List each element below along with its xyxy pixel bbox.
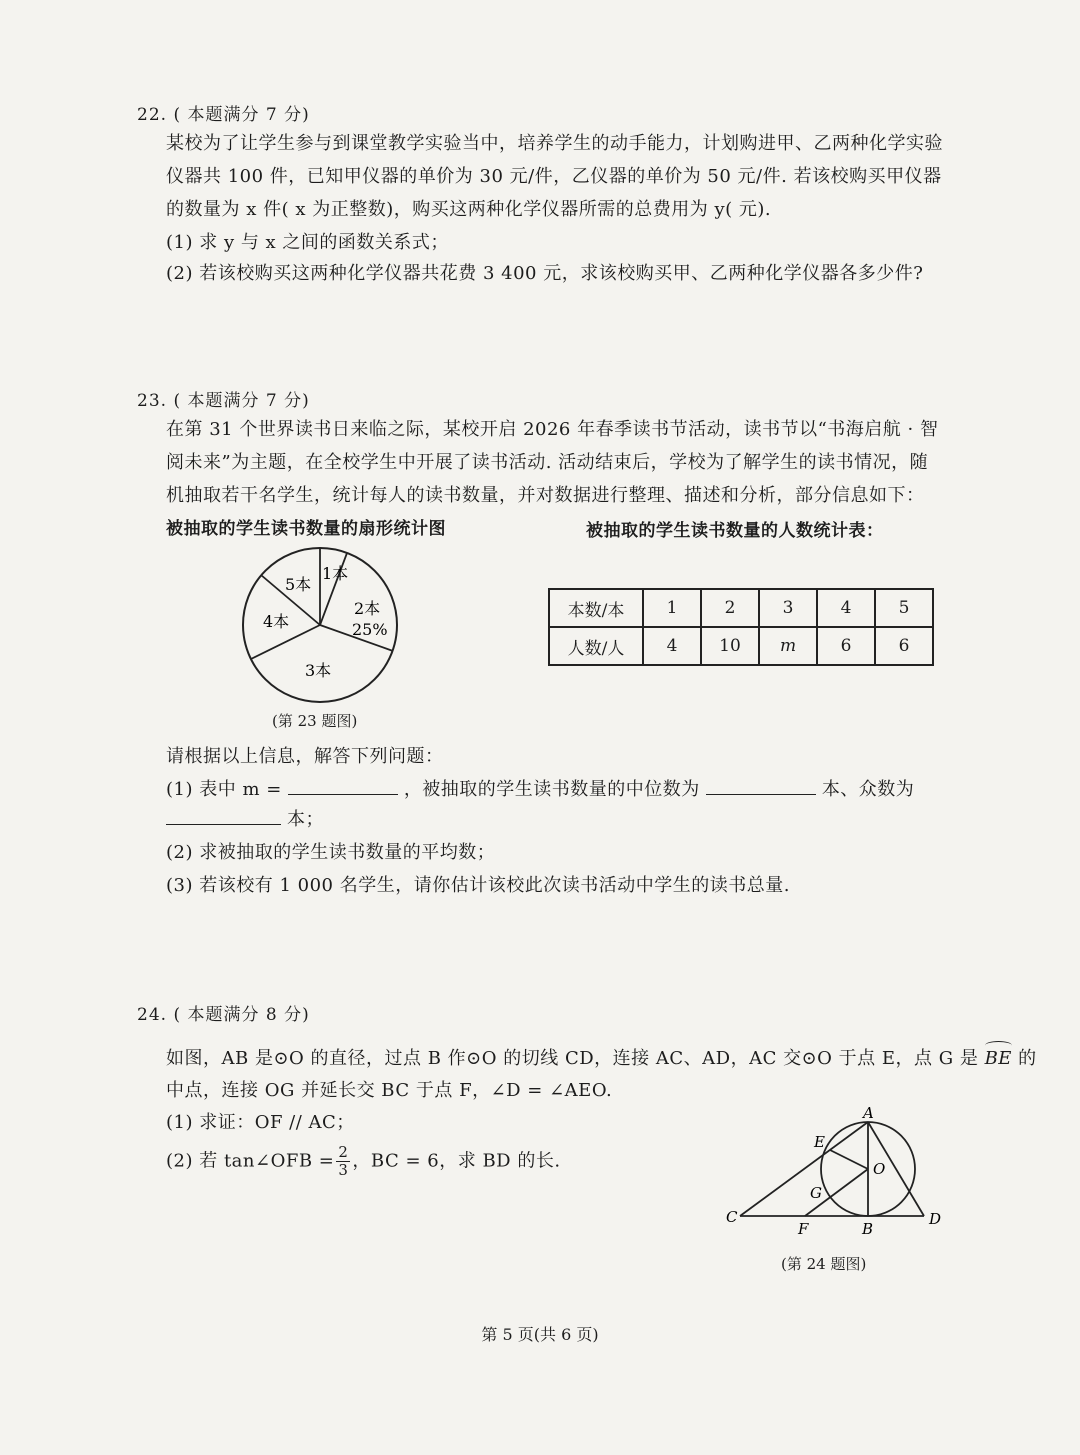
table-cell: 4 [643,627,701,665]
table-cell: 4 [817,589,875,627]
q24-part2-b: ，BC = 6，求 BD 的长. [352,1150,561,1172]
page-footer: 第 5 页(共 6 页) [481,1325,599,1344]
segment-eo [830,1150,868,1169]
q24-stem-line1-text: 如图，AB 是⊙O 的直径，过点 B 作⊙O 的切线 CD，连接 AC、AD，AC 交⊙O 于点 E，点 G 是 [166,1048,979,1069]
arc-label: BE [984,1048,1012,1069]
table-cell: m [759,627,817,665]
q23-part1-b: ，被抽取的学生读书数量的中位数为 [403,779,700,800]
pie-label-5: 5本 [285,575,312,594]
q22-part2: (2) 若该校购买这两种化学仪器共花费 3 400 元，求该校购买甲、乙两种化学仪器各多少件? [166,263,924,284]
table-cell: 3 [759,589,817,627]
fraction-denominator: 3 [338,1161,349,1179]
point-b-label: B [862,1220,874,1238]
q23-part1-d: 本； [287,809,324,830]
table-cell: 10 [701,627,759,665]
q24-heading: 24. ( 本题满分 8 分) [137,1005,310,1025]
pie-label-1: 1本 [322,564,349,583]
point-g-label: G [810,1184,822,1202]
q24-stem-line1-end: 的 [1018,1048,1037,1069]
q23-part2: (2) 求被抽取的学生读书数量的平均数； [166,842,496,863]
point-d-label: D [929,1210,942,1228]
segment-ac [740,1122,868,1216]
q23-part1-c: 本、众数为 [821,779,915,800]
table-cell: 1 [643,589,701,627]
table-cell: 2 [701,589,759,627]
table-cell: 6 [817,627,875,665]
table-header-people: 人数/人 [549,627,643,665]
point-a-label: A [863,1104,874,1122]
q23-figure-caption: (第 23 题图) [272,712,358,730]
pie-label-2-pct: 25% [352,620,388,639]
table-header-books: 本数/本 [549,589,643,627]
q22-part1: (1) 求 y 与 x 之间的函数关系式； [166,232,449,253]
q24-figure-caption: (第 24 题图) [781,1255,867,1273]
point-e-label: E [814,1133,825,1151]
point-o-label: O [873,1160,886,1178]
q23-intro: 请根据以上信息，解答下列问题： [166,746,444,767]
pie-label-2: 2本 [354,599,381,618]
q23-part3: (3) 若该校有 1 000 名学生，请你估计该校此次读书活动中学生的读书总量. [166,875,790,896]
q22-stem: 某校为了让学生参与到课堂教学实验当中，培养学生的动手能力，计划购进甲、乙两种化学实验仪器共 100 件，已知甲仪器的单价为 30 元/件，乙仪器的单价为 50 元/件. 若该校购买甲仪器的数量为 x 件( x 为正整数)，购买这两种化学仪器所需的总费用为 y( 元). [166,133,943,220]
table-cell: 6 [875,627,933,665]
q23-stem: 在第 31 个世界读书日来临之际，某校开启 2026 年春季读书节活动，读书节以“书海启航 · 智阅未来”为主题，在全校学生中开展了读书活动. 活动结束后，学校为了解学生的读书情况，随机抽取若干名学生，统计每人的读书数量，并对数据进行整理、描述和分析，部分信息如下： [166,419,939,506]
q24-part1: (1) 求证：OF // AC； [166,1112,355,1133]
pie-chart-caption: 被抽取的学生读书数量的扇形统计图 [166,519,446,539]
q24-stem-line2: 中点，连接 OG 并延长交 BC 于点 F，∠D = ∠AEO. [166,1080,613,1101]
point-f-label: F [798,1220,809,1238]
point-c-label: C [726,1208,738,1226]
q23-part1-a: (1) 表中 m = [166,779,282,800]
fraction-numerator: 2 [338,1143,349,1161]
q24-part2-a: (2) 若 tan∠OFB = [166,1150,335,1172]
pie-label-3: 3本 [305,661,332,680]
table-caption: 被抽取的学生读书数量的人数统计表： [586,521,884,541]
q22-heading: 22. ( 本题满分 7 分) [137,105,310,125]
pie-label-4: 4本 [263,612,290,631]
q23-heading: 23. ( 本题满分 7 分) [137,391,310,411]
table-cell: 5 [875,589,933,627]
